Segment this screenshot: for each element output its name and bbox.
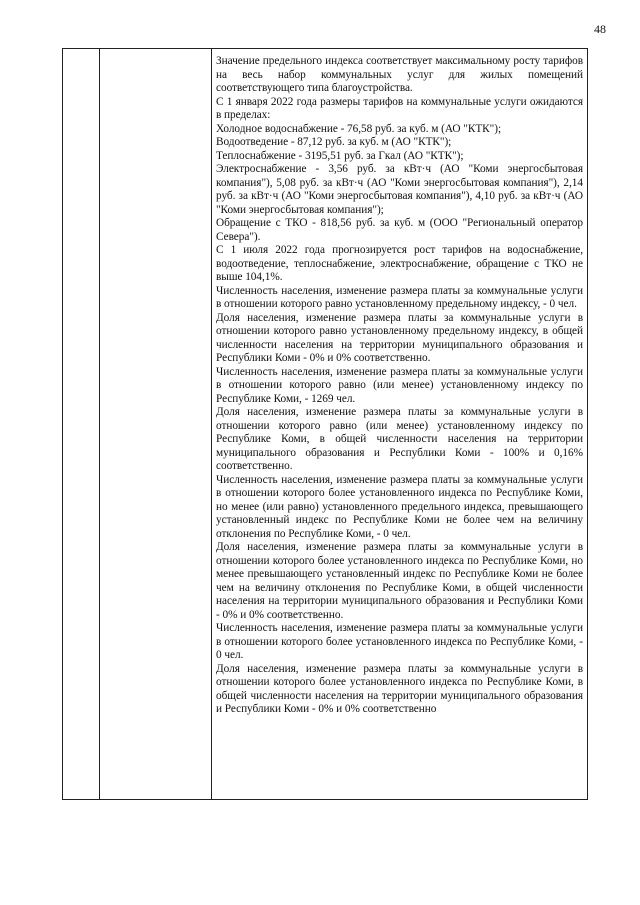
paragraph-share-between: Доля населения, изменение размера платы за коммунальные услуги в отношении которого более установленного индекса по Республике Коми, но менее превышающего установленный индекс по Республике Коми не более чем на величину отклонения по Республике Коми, в общей численности населения на территории муниципального образования и Республики Коми - 0% и 0% соответственно.	[216, 541, 583, 621]
paragraph-share-equal-limit: Доля населения, изменение размера платы за коммунальные услуги в отношении которого равно установленному предельному индексу, в общей численности населения на территории муниципального образования и Республики Коми - 0% и 0% соответственно.	[216, 311, 583, 364]
paragraph-tariffs-intro: С 1 января 2022 года размеры тарифов на коммунальные услуги ожидаются в пределах:	[216, 95, 583, 121]
paragraph-population-between: Численность населения, изменение размера платы за коммунальные услуги в отношении которого более установленного индекса по Республике Коми, но менее (или равно) установленного предельного индекса, превышающего установленный индекс по Республике Коми не более чем на величину отклонения по Республике Коми, - 0 чел.	[216, 473, 583, 540]
paragraph-share-below-index: Доля населения, изменение размера платы за коммунальные услуги в отношении которого равно (или менее) установленному индексу по Республике Коми, в общей численности населения на территории муниципального образования и Республики Коми - 100% и 0,16% соответственно.	[216, 406, 583, 472]
paragraph-share-above-index: Доля населения, изменение размера платы за коммунальные услуги в отношении которого более установленного индекса по Республике Коми, в общей численности населения на территории муниципального образования и Республики Коми - 0% и 0% соответственно	[216, 662, 583, 715]
paragraph-population-above-index: Численность населения, изменение размера платы за коммунальные услуги в отношении которого более установленного индекса по Республике Коми, - 0 чел.	[216, 622, 583, 661]
paragraph-sewerage: Водоотведение - 87,12 руб. за куб. м (АО "КТК");	[216, 136, 452, 148]
paragraph-population-below-index: Численность населения, изменение размера платы за коммунальные услуги в отношении которого равно (или менее) установленному индексу по Республике Коми, - 1269 чел.	[216, 365, 583, 405]
paragraph-heating: Теплоснабжение - 3195,51 руб. за Гкал (АО "КТК");	[216, 149, 464, 162]
paragraph-index-description: Значение предельного индекса соответствует максимальному росту тарифов на весь набор коммунальных услуг для жилых помещений соответствующего типа благоустройства.	[216, 55, 583, 94]
page-number: 48	[594, 22, 606, 36]
paragraph-population-equal-limit: Численность населения, изменение размера платы за коммунальные услуги в отношении которого равно установленному предельному индексу, - 0 чел.	[216, 284, 583, 310]
document-table	[62, 48, 588, 800]
paragraph-july-forecast: С 1 июля 2022 года прогнозируется рост тарифов на водоснабжение, водоотведение, теплоснабжение, электроснабжение, обращение с ТКО не выше 104,1%.	[216, 244, 583, 283]
content-cell	[216, 55, 583, 717]
paragraph-waste: Обращение с ТКО - 818,56 руб. за куб. м (ООО "Региональный оператор Севера").	[216, 217, 583, 243]
column-divider	[99, 49, 100, 799]
paragraph-cold-water: Холодное водоснабжение - 76,58 руб. за куб. м (АО "КТК");	[216, 122, 502, 135]
paragraph-electricity: Электроснабжение - 3,56 руб. за кВт·ч (АО "Коми энергосбытовая компания"), 5,08 руб. за кВт·ч (АО "Коми энергосбытовая компания"), 2,14 руб. за кВт·ч (АО "Коми энергосбытовая компания"), 4,10 руб. за кВт·ч (АО "Коми энергосбытовая компания");	[216, 163, 583, 216]
column-divider	[211, 49, 212, 799]
